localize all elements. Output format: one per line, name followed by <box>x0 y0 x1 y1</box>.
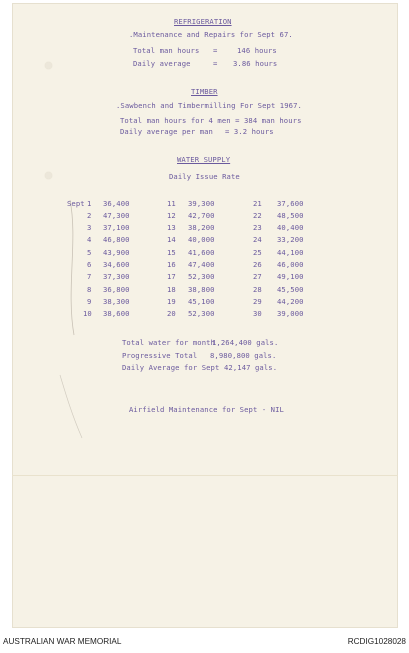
day-number: 22 <box>253 211 262 220</box>
day-number: 7 <box>87 272 92 281</box>
daily-issue-amount: 38,600 <box>103 309 130 318</box>
daily-issue-amount: 45,500 <box>277 285 304 294</box>
daily-issue-amount: 41,600 <box>188 248 215 257</box>
day-number: 28 <box>253 285 262 294</box>
daily-issue-amount: 38,200 <box>188 223 215 232</box>
day-number: 24 <box>253 235 262 244</box>
day-number: 30 <box>253 309 262 318</box>
progressive-total-value: 8,980,800 gals. <box>210 351 277 360</box>
day-number: 27 <box>253 272 262 281</box>
timber-total-line: Total man hours for 4 men = 384 man hours <box>120 116 302 125</box>
progressive-total-label: Progressive Total <box>122 351 198 360</box>
daily-average-value: 42,147 gals. <box>224 363 278 372</box>
daily-issue-amount: 47,400 <box>188 260 215 269</box>
day-number: 2 <box>87 211 92 220</box>
day-number: 21 <box>253 199 262 208</box>
refrigeration-heading: REFRIGERATION <box>174 17 232 26</box>
refrigeration-subtitle: .Maintenance and Repairs for Sept 67. <box>129 30 293 39</box>
daily-issue-amount: 36,400 <box>103 199 130 208</box>
daily-average-label: Daily Average for Sept <box>122 363 220 372</box>
daily-issue-amount: 44,100 <box>277 248 304 257</box>
refrigeration-row-eq: = <box>213 59 218 68</box>
daily-issue-amount: 36,800 <box>103 285 130 294</box>
daily-issue-amount: 44,200 <box>277 297 304 306</box>
daily-issue-amount: 52,300 <box>188 309 215 318</box>
daily-issue-amount: 52,300 <box>188 272 215 281</box>
day-number: 17 <box>167 272 176 281</box>
day-number: 10 <box>83 309 92 318</box>
daily-issue-amount: 37,100 <box>103 223 130 232</box>
daily-issue-amount: 48,500 <box>277 211 304 220</box>
daily-issue-amount: 46,000 <box>277 260 304 269</box>
day-number: 3 <box>87 223 92 232</box>
refrigeration-row-eq: = <box>213 46 218 55</box>
daily-issue-amount: 34,600 <box>103 260 130 269</box>
total-water-value: 1,264,400 gals. <box>212 338 279 347</box>
timber-subtitle: .Sawbench and Timbermilling For Sept 1967. <box>116 101 302 110</box>
day-number: 13 <box>167 223 176 232</box>
day-number: 14 <box>167 235 176 244</box>
daily-issue-amount: 38,800 <box>188 285 215 294</box>
daily-issue-amount: 42,700 <box>188 211 215 220</box>
page-fold-line <box>12 475 398 476</box>
day-number: 9 <box>87 297 92 306</box>
daily-issue-amount: 39,000 <box>277 309 304 318</box>
footer-institution: AUSTRALIAN WAR MEMORIAL <box>3 637 122 646</box>
day-number: 29 <box>253 297 262 306</box>
day-number: 12 <box>167 211 176 220</box>
punch-hole-bottom <box>45 172 52 179</box>
day-number: 1 <box>87 199 92 208</box>
day-number: 11 <box>167 199 176 208</box>
day-number: 25 <box>253 248 262 257</box>
day-number: 5 <box>87 248 92 257</box>
timber-average-value: = 3.2 hours <box>225 127 274 136</box>
daily-issue-amount: 49,100 <box>277 272 304 281</box>
daily-issue-amount: 37,300 <box>103 272 130 281</box>
day-number: 20 <box>167 309 176 318</box>
timber-average-label: Daily average per man <box>120 127 213 136</box>
pencil-margin-mark <box>58 200 88 440</box>
airfield-maintenance-line: Airfield Maintenance for Sept - NIL <box>129 405 284 414</box>
day-number: 15 <box>167 248 176 257</box>
day-number: 26 <box>253 260 262 269</box>
footer-reference-id: RCDIG1028028 <box>347 637 406 646</box>
archive-footer <box>0 637 409 647</box>
daily-issue-amount: 37,600 <box>277 199 304 208</box>
refrigeration-row-value: 3.86 hours <box>233 59 278 68</box>
daily-issue-amount: 40,000 <box>188 235 215 244</box>
refrigeration-row-value: 146 hours <box>237 46 277 55</box>
day-number: 23 <box>253 223 262 232</box>
month-label: Sept <box>67 199 85 208</box>
water-supply-subheading: Daily Issue Rate <box>169 172 240 181</box>
timber-heading: TIMBER <box>191 87 218 96</box>
day-number: 18 <box>167 285 176 294</box>
daily-issue-amount: 38,300 <box>103 297 130 306</box>
daily-issue-amount: 33,200 <box>277 235 304 244</box>
day-number: 19 <box>167 297 176 306</box>
punch-hole-top <box>45 62 52 69</box>
day-number: 16 <box>167 260 176 269</box>
daily-issue-amount: 45,100 <box>188 297 215 306</box>
daily-issue-amount: 47,300 <box>103 211 130 220</box>
refrigeration-row-label: Total man hours <box>133 46 200 55</box>
day-number: 6 <box>87 260 92 269</box>
daily-issue-amount: 43,900 <box>103 248 130 257</box>
refrigeration-row-label: Daily average <box>133 59 191 68</box>
total-water-label: Total water for month <box>122 338 215 347</box>
water-supply-heading: WATER SUPPLY <box>177 155 231 164</box>
day-number: 8 <box>87 285 92 294</box>
day-number: 4 <box>87 235 92 244</box>
daily-issue-amount: 46,800 <box>103 235 130 244</box>
daily-issue-amount: 39,300 <box>188 199 215 208</box>
daily-issue-amount: 40,400 <box>277 223 304 232</box>
